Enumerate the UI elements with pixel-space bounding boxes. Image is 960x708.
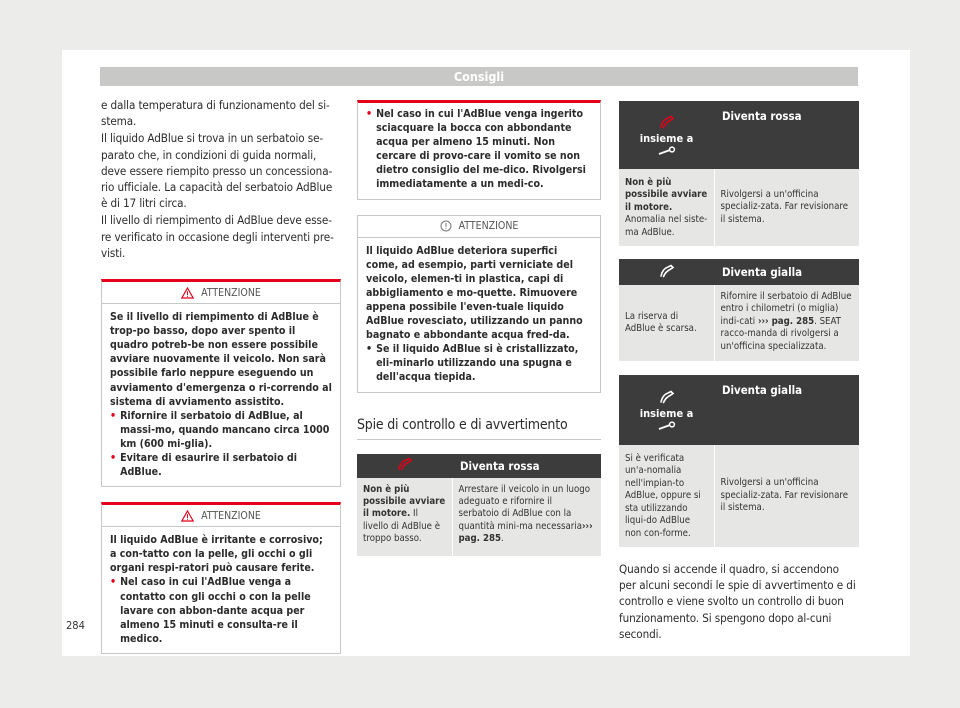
attention-label: ATTENZIONE xyxy=(458,220,519,233)
paragraph: e dalla temperatura di funzionamento del si-stema. xyxy=(101,98,330,129)
warning-triangle-icon xyxy=(181,287,194,299)
column-left xyxy=(101,97,341,654)
indicator-table xyxy=(357,454,601,556)
table-icon-cell xyxy=(619,375,714,445)
warning-text: Se il livello di riempimento di AdBlue è trop-po basso, dopo aver spento il quadro potreb-be non essere possibile avviare nuovamente il veicolo. Non sarà possibile farlo neppure eseguendo un avviamento d'emergenza o ri-correndo al sistema di avviamento assistito. xyxy=(110,311,332,408)
table-header-status: Diventa gialla xyxy=(714,259,859,285)
table-cell-cause: La riserva di AdBlue è scarsa. xyxy=(619,285,714,361)
table-cell-action: Rivolgersi a un'officina specializ-zata. Far revisionare il sistema. xyxy=(714,169,859,246)
page-number: 284 xyxy=(66,619,85,632)
warning-triangle-icon xyxy=(181,510,194,522)
list-item: • Nel caso in cui l'AdBlue venga ingerito sciacquare la bocca con abbondante acqua per almeno 15 minuti. Non cercare di provo-care il vomito se non dietro consiglio del me-dico. Rivolgersi immediatamente a un medi-co. xyxy=(366,108,586,191)
combined-with-label: insieme a xyxy=(639,407,694,421)
indicator-table xyxy=(619,101,859,246)
section-title: Spie di controllo e di avvertimento xyxy=(357,417,601,440)
table-cell-cause: Non è più possibile avviare il motore. Anomalia nel siste-ma AdBlue. xyxy=(619,169,714,246)
table-cell-action: Rifornire il serbatoio di AdBlue entro i chilometri (o miglia) indi-cati ››› pag. 285. SEAT racco-manda di rivolgersi a un'officina specializzata. xyxy=(714,285,859,361)
warning-box xyxy=(101,502,341,654)
table-icon-cell xyxy=(357,454,452,478)
indicator-table xyxy=(619,259,859,361)
warning-label: ATTENZIONE xyxy=(201,509,261,522)
list-item: • Evitare di esaurire il serbatoio di AdBlue. xyxy=(110,451,298,479)
table-icon-cell xyxy=(619,259,714,285)
attention-text: Il liquido AdBlue deteriora superfici come, ad esempio, parti verniciate del veicolo, elemen-ti in plastica, capi di abbigliamento e mo-quette. Rimuovere appena possibile l'even-tuale liquido AdBlue rovesciato, utilizzando un panno bagnato e abbondante acqua fred-da. xyxy=(366,244,583,342)
attention-box xyxy=(357,215,601,393)
page-header: Consigli xyxy=(100,67,858,86)
indicator-table xyxy=(619,375,859,547)
table-cell-cause: Si è verificata un'a-nomalia nell'impian-to AdBlue, oppure si sta utilizzando liqui-do AdBlue non con-forme. xyxy=(619,445,714,547)
list-item: • Nel caso in cui l'AdBlue venga a contatto con gli occhi o con la pelle lavare con abbon-dante acqua per almeno 15 minuti e consulta-re il medico. xyxy=(110,576,311,645)
combined-with-label: insieme a xyxy=(639,132,694,145)
warning-label: ATTENZIONE xyxy=(201,286,261,299)
info-circle-icon xyxy=(440,220,452,232)
paragraph: Il livello di riempimento di AdBlue deve esse-re verificato in occasione degli interventi pre-visti. xyxy=(101,213,334,260)
list-item: • Se il liquido AdBlue si è cristallizzato, eli-minarlo utilizzando una spugna e dell'acqua tiepida. xyxy=(366,343,579,384)
table-cell-action: Arrestare il veicolo in un luogo adeguato e rifornire il serbatoio di AdBlue con la quantità mini-ma necessaria››› pag. 285. xyxy=(452,478,601,556)
warning-text: Il liquido AdBlue è irritante e corrosivo; a con-tatto con la pelle, gli occhi o gli organi respi-ratori può causare ferite. xyxy=(110,534,323,575)
wrench-icon xyxy=(658,146,676,156)
table-icon-cell xyxy=(619,101,714,169)
table-cell-cause: Non è più possibile avviare il motore. Il livello di AdBlue è troppo basso. xyxy=(357,478,452,556)
table-cell-action: Rivolgersi a un'officina specializ-zata. Far revisionare il sistema. xyxy=(714,445,859,547)
column-right xyxy=(619,97,859,642)
warning-header xyxy=(102,282,340,304)
warning-header xyxy=(102,505,340,527)
adblue-nozzle-icon xyxy=(397,457,413,471)
table-header-status: Diventa gialla xyxy=(714,375,859,445)
adblue-nozzle-icon xyxy=(659,264,675,278)
warning-box-continued xyxy=(357,100,601,200)
paragraph: Il liquido AdBlue si trova in un serbatoio se-parato che, in condizioni di guida normali, deve essere riempito presso un concessiona-rio ufficiale. La capacità del serbatoio AdBlue è di 17 litri circa. xyxy=(101,131,333,211)
wrench-icon xyxy=(658,421,676,431)
column-middle xyxy=(357,97,601,556)
table-header-status: Diventa rossa xyxy=(714,101,859,169)
table-header-status: Diventa rossa xyxy=(452,454,601,478)
list-item: • Rifornire il serbatoio di AdBlue, al massi-mo, quando mancano circa 1000 km (600 mi-glia). xyxy=(110,409,330,450)
adblue-nozzle-icon xyxy=(659,390,675,404)
closing-paragraph: Quando si accende il quadro, si accendono per alcuni secondi le spie di avvertimento e di controllo e viene svolto un controllo di buon funzionamento. Si spengono dopo al-cuni secondi. xyxy=(619,561,856,641)
attention-header xyxy=(358,216,600,238)
warning-box xyxy=(101,279,341,487)
adblue-nozzle-icon xyxy=(659,115,675,129)
